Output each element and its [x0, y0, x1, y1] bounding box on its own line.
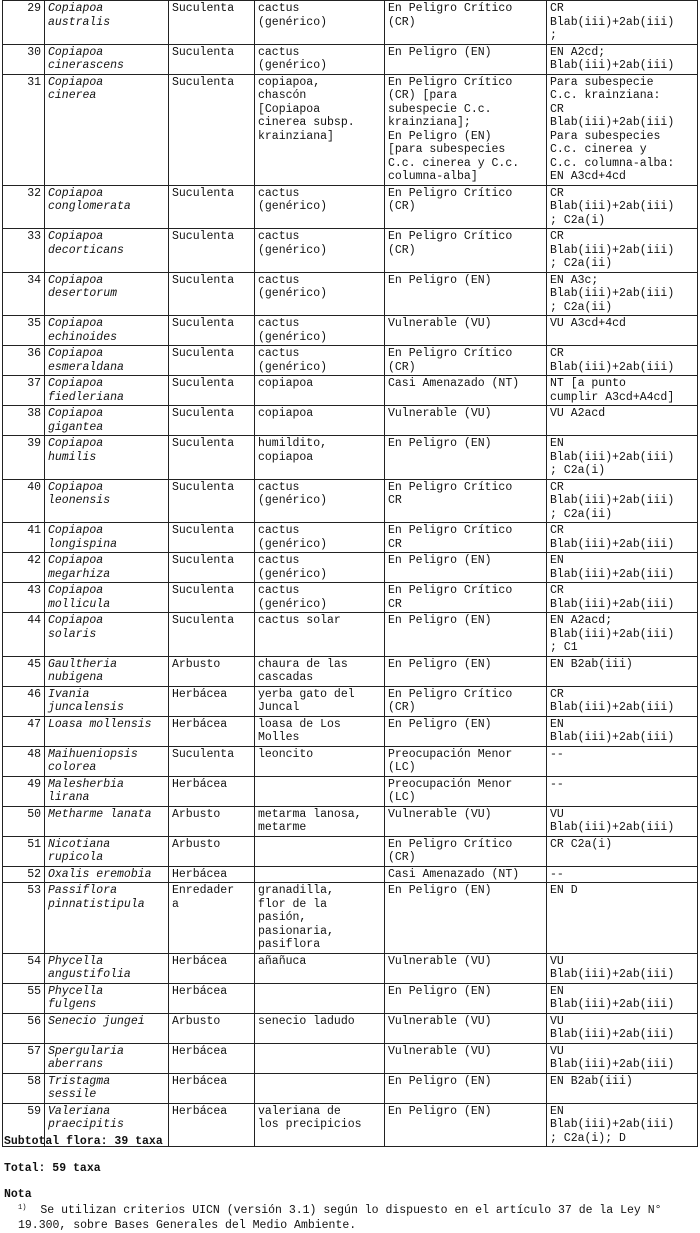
row-number-cell: 48 — [3, 746, 45, 776]
table-row — [3, 553, 698, 583]
common-name-cell: cactus (genérico) — [255, 44, 385, 74]
iucn-criteria-cell: EN A2cd; Blab(iii)+2ab(iii) — [547, 44, 698, 74]
table-row — [3, 229, 698, 273]
growth-form-cell: Suculenta — [169, 583, 255, 613]
row-number-cell: 51 — [3, 836, 45, 866]
conservation-category-cell: Vulnerable (VU) — [385, 316, 547, 346]
conservation-category-cell: En Peligro (EN) — [385, 1073, 547, 1103]
table-row — [3, 866, 698, 883]
growth-form-cell: Suculenta — [169, 406, 255, 436]
iucn-criteria-cell: VU Blab(iii)+2ab(iii) — [547, 953, 698, 983]
conservation-category-cell: Casi Amenazado (NT) — [385, 866, 547, 883]
row-number-cell: 49 — [3, 776, 45, 806]
row-number-cell: 41 — [3, 523, 45, 553]
conservation-category-cell: En Peligro Crítico (CR) — [385, 686, 547, 716]
table-row — [3, 1013, 698, 1043]
growth-form-cell: Herbácea — [169, 686, 255, 716]
row-number-cell: 31 — [3, 74, 45, 185]
common-name-cell: cactus (genérico) — [255, 523, 385, 553]
growth-form-cell: Herbácea — [169, 776, 255, 806]
iucn-criteria-cell: CR Blab(iii)+2ab(iii) ; C2a(ii) — [547, 479, 698, 523]
iucn-criteria-cell: EN B2ab(iii) — [547, 1073, 698, 1103]
row-number-cell: 50 — [3, 806, 45, 836]
iucn-criteria-cell: -- — [547, 746, 698, 776]
growth-form-cell: Suculenta — [169, 523, 255, 553]
table-row — [3, 836, 698, 866]
row-number-cell: 40 — [3, 479, 45, 523]
scientific-name-cell: Oxalis eremobia — [45, 866, 169, 883]
scientific-name-cell: Phycella angustifolia — [45, 953, 169, 983]
scientific-name-cell: Copiapoa decorticans — [45, 229, 169, 273]
growth-form-cell: Suculenta — [169, 479, 255, 523]
table-row — [3, 883, 698, 954]
scientific-name-cell: Ivania juncalensis — [45, 686, 169, 716]
conservation-category-cell: En Peligro (EN) — [385, 553, 547, 583]
iucn-criteria-cell: EN A3c; Blab(iii)+2ab(iii) ; C2a(ii) — [547, 272, 698, 316]
common-name-cell — [255, 983, 385, 1013]
conservation-category-cell: En Peligro Crítico (CR) — [385, 185, 547, 229]
table-row — [3, 716, 698, 746]
conservation-category-cell: En Peligro (EN) — [385, 613, 547, 657]
table-row — [3, 806, 698, 836]
row-number-cell: 52 — [3, 866, 45, 883]
growth-form-cell: Herbácea — [169, 953, 255, 983]
common-name-cell: cactus (genérico) — [255, 316, 385, 346]
row-number-cell: 37 — [3, 376, 45, 406]
table-row — [3, 44, 698, 74]
row-number-cell: 54 — [3, 953, 45, 983]
growth-form-cell: Suculenta — [169, 272, 255, 316]
conservation-category-cell: En Peligro (EN) — [385, 983, 547, 1013]
row-number-cell: 59 — [3, 1103, 45, 1147]
conservation-category-cell: En Peligro Crítico (CR) [para subespecie C.c. krainziana]; En Peligro (EN) [para subespecies C.c. cinerea y C.c. columna-alba] — [385, 74, 547, 185]
common-name-cell: yerba gato del Juncal — [255, 686, 385, 716]
growth-form-cell: Suculenta — [169, 74, 255, 185]
common-name-cell: cactus (genérico) — [255, 479, 385, 523]
common-name-cell: cactus (genérico) — [255, 1, 385, 45]
scientific-name-cell: Malesherbia lirana — [45, 776, 169, 806]
iucn-criteria-cell: EN B2ab(iii) — [547, 656, 698, 686]
scientific-name-cell: Copiapoa conglomerata — [45, 185, 169, 229]
common-name-cell: metarma lanosa, metarme — [255, 806, 385, 836]
scientific-name-cell: Copiapoa cinerea — [45, 74, 169, 185]
conservation-category-cell: En Peligro Crítico (CR) — [385, 229, 547, 273]
common-name-cell: cactus solar — [255, 613, 385, 657]
common-name-cell: copiapoa — [255, 376, 385, 406]
scientific-name-cell: Nicotiana rupicola — [45, 836, 169, 866]
conservation-category-cell: En Peligro Crítico CR — [385, 479, 547, 523]
growth-form-cell: Enredader a — [169, 883, 255, 954]
conservation-category-cell: En Peligro Crítico (CR) — [385, 1, 547, 45]
iucn-criteria-cell: CR Blab(iii)+2ab(iii) — [547, 346, 698, 376]
scientific-name-cell: Copiapoa australis — [45, 1, 169, 45]
common-name-cell: añañuca — [255, 953, 385, 983]
scientific-name-cell: Copiapoa echinoides — [45, 316, 169, 346]
table-row — [3, 74, 698, 185]
row-number-cell: 53 — [3, 883, 45, 954]
iucn-criteria-cell: NT [a punto cumplir A3cd+A4cd] — [547, 376, 698, 406]
common-name-cell: senecio ladudo — [255, 1013, 385, 1043]
table-row — [3, 436, 698, 480]
growth-form-cell: Suculenta — [169, 44, 255, 74]
table-row — [3, 272, 698, 316]
scientific-name-cell: Loasa mollensis — [45, 716, 169, 746]
row-number-cell: 29 — [3, 1, 45, 45]
growth-form-cell: Suculenta — [169, 346, 255, 376]
conservation-category-cell: En Peligro (EN) — [385, 716, 547, 746]
growth-form-cell: Suculenta — [169, 1, 255, 45]
scientific-name-cell: Copiapoa mollicula — [45, 583, 169, 613]
iucn-criteria-cell: VU Blab(iii)+2ab(iii) — [547, 1043, 698, 1073]
table-row — [3, 746, 698, 776]
growth-form-cell: Suculenta — [169, 436, 255, 480]
row-number-cell: 39 — [3, 436, 45, 480]
iucn-criteria-cell: -- — [547, 866, 698, 883]
common-name-cell: cactus (genérico) — [255, 346, 385, 376]
scientific-name-cell: Copiapoa longispina — [45, 523, 169, 553]
common-name-cell: cactus (genérico) — [255, 583, 385, 613]
row-number-cell: 32 — [3, 185, 45, 229]
row-number-cell: 38 — [3, 406, 45, 436]
table-row — [3, 523, 698, 553]
table-row — [3, 656, 698, 686]
common-name-cell: cactus (genérico) — [255, 272, 385, 316]
row-number-cell: 30 — [3, 44, 45, 74]
iucn-criteria-cell: EN Blab(iii)+2ab(iii) ; C2a(i) — [547, 436, 698, 480]
row-number-cell: 33 — [3, 229, 45, 273]
conservation-category-cell: Vulnerable (VU) — [385, 406, 547, 436]
footnote-text: Se utilizan criterios UICN (versión 3.1) según lo dispuesto en el artículo 37 de la Ley N° 19.300, sobre Bases Generales del Medio Ambiente. — [18, 1204, 662, 1232]
iucn-criteria-cell: CR Blab(iii)+2ab(iii) — [547, 523, 698, 553]
conservation-category-cell: Vulnerable (VU) — [385, 1043, 547, 1073]
scientific-name-cell: Copiapoa fiedleriana — [45, 376, 169, 406]
total-line: Total: 59 taxa — [4, 1162, 101, 1175]
conservation-category-cell: En Peligro Crítico (CR) — [385, 346, 547, 376]
nota-heading: Nota — [4, 1188, 32, 1201]
scientific-name-cell: Senecio jungei — [45, 1013, 169, 1043]
conservation-category-cell: En Peligro (EN) — [385, 44, 547, 74]
table-row — [3, 406, 698, 436]
row-number-cell: 44 — [3, 613, 45, 657]
row-number-cell: 47 — [3, 716, 45, 746]
scientific-name-cell: Copiapoa cinerascens — [45, 44, 169, 74]
growth-form-cell: Suculenta — [169, 229, 255, 273]
growth-form-cell: Herbácea — [169, 866, 255, 883]
growth-form-cell: Suculenta — [169, 185, 255, 229]
growth-form-cell: Arbusto — [169, 656, 255, 686]
footnote — [18, 1203, 698, 1233]
row-number-cell: 34 — [3, 272, 45, 316]
common-name-cell: chaura de las cascadas — [255, 656, 385, 686]
scientific-name-cell: Copiapoa desertorum — [45, 272, 169, 316]
iucn-criteria-cell: EN Blab(iii)+2ab(iii) — [547, 983, 698, 1013]
common-name-cell: copiapoa — [255, 406, 385, 436]
common-name-cell: cactus (genérico) — [255, 185, 385, 229]
row-number-cell: 57 — [3, 1043, 45, 1073]
conservation-category-cell: Vulnerable (VU) — [385, 1013, 547, 1043]
row-number-cell: 46 — [3, 686, 45, 716]
scientific-name-cell: Gaultheria nubigena — [45, 656, 169, 686]
row-number-cell: 58 — [3, 1073, 45, 1103]
common-name-cell: leoncito — [255, 746, 385, 776]
conservation-category-cell: En Peligro (EN) — [385, 272, 547, 316]
table-row — [3, 316, 698, 346]
growth-form-cell: Herbácea — [169, 983, 255, 1013]
common-name-cell: copiapoa, chascón [Copiapoa cinerea subsp. krainziana] — [255, 74, 385, 185]
growth-form-cell: Suculenta — [169, 613, 255, 657]
table-row — [3, 1, 698, 45]
species-table-body — [3, 1, 698, 1147]
conservation-category-cell: Vulnerable (VU) — [385, 806, 547, 836]
scientific-name-cell: Passiflora pinnatistipula — [45, 883, 169, 954]
growth-form-cell: Arbusto — [169, 1013, 255, 1043]
iucn-criteria-cell: CR Blab(iii)+2ab(iii) — [547, 686, 698, 716]
iucn-criteria-cell: CR C2a(i) — [547, 836, 698, 866]
common-name-cell — [255, 1073, 385, 1103]
common-name-cell — [255, 1043, 385, 1073]
growth-form-cell: Herbácea — [169, 716, 255, 746]
iucn-criteria-cell: EN Blab(iii)+2ab(iii) ; C2a(i); D — [547, 1103, 698, 1147]
iucn-criteria-cell: VU Blab(iii)+2ab(iii) — [547, 806, 698, 836]
table-row — [3, 583, 698, 613]
iucn-criteria-cell: EN Blab(iii)+2ab(iii) — [547, 716, 698, 746]
scientific-name-cell: Phycella fulgens — [45, 983, 169, 1013]
row-number-cell: 56 — [3, 1013, 45, 1043]
table-row — [3, 1043, 698, 1073]
common-name-cell: cactus (genérico) — [255, 229, 385, 273]
scientific-name-cell: Valeriana praecipitis — [45, 1103, 169, 1147]
table-row — [3, 346, 698, 376]
footnote-marker: 1) — [18, 1204, 27, 1212]
growth-form-cell: Suculenta — [169, 316, 255, 346]
table-row — [3, 686, 698, 716]
iucn-criteria-cell: CR Blab(iii)+2ab(iii) ; — [547, 1, 698, 45]
scientific-name-cell: Copiapoa megarhiza — [45, 553, 169, 583]
scientific-name-cell: Metharme lanata — [45, 806, 169, 836]
iucn-criteria-cell: EN D — [547, 883, 698, 954]
growth-form-cell: Arbusto — [169, 806, 255, 836]
iucn-criteria-cell: CR Blab(iii)+2ab(iii) ; C2a(ii) — [547, 229, 698, 273]
iucn-criteria-cell: CR Blab(iii)+2ab(iii) — [547, 583, 698, 613]
scientific-name-cell: Copiapoa esmeraldana — [45, 346, 169, 376]
conservation-category-cell: En Peligro Crítico CR — [385, 583, 547, 613]
subtotal-line: Subtotal flora: 39 taxa — [4, 1135, 163, 1148]
iucn-criteria-cell: VU Blab(iii)+2ab(iii) — [547, 1013, 698, 1043]
table-row — [3, 185, 698, 229]
table-row — [3, 953, 698, 983]
species-table — [2, 0, 698, 1147]
scientific-name-cell: Copiapoa solaris — [45, 613, 169, 657]
conservation-category-cell: En Peligro Crítico (CR) — [385, 836, 547, 866]
conservation-category-cell: Preocupación Menor (LC) — [385, 776, 547, 806]
common-name-cell: humildito, copiapoa — [255, 436, 385, 480]
conservation-category-cell: En Peligro (EN) — [385, 436, 547, 480]
row-number-cell: 43 — [3, 583, 45, 613]
growth-form-cell: Herbácea — [169, 1043, 255, 1073]
iucn-criteria-cell: VU A2acd — [547, 406, 698, 436]
common-name-cell — [255, 866, 385, 883]
table-row — [3, 376, 698, 406]
row-number-cell: 55 — [3, 983, 45, 1013]
conservation-category-cell: En Peligro (EN) — [385, 883, 547, 954]
common-name-cell: valeriana de los precipicios — [255, 1103, 385, 1147]
row-number-cell: 45 — [3, 656, 45, 686]
common-name-cell: cactus (genérico) — [255, 553, 385, 583]
common-name-cell: loasa de Los Molles — [255, 716, 385, 746]
row-number-cell: 42 — [3, 553, 45, 583]
conservation-category-cell: Vulnerable (VU) — [385, 953, 547, 983]
growth-form-cell: Suculenta — [169, 746, 255, 776]
conservation-category-cell: En Peligro Crítico CR — [385, 523, 547, 553]
row-number-cell: 35 — [3, 316, 45, 346]
table-row — [3, 983, 698, 1013]
iucn-criteria-cell: VU A3cd+4cd — [547, 316, 698, 346]
iucn-criteria-cell: Para subespecie C.c. krainziana: CR Blab(iii)+2ab(iii) Para subespecies C.c. cinerea y C.c. columna-alba: EN A3cd+4cd — [547, 74, 698, 185]
common-name-cell — [255, 836, 385, 866]
conservation-category-cell: Preocupación Menor (LC) — [385, 746, 547, 776]
growth-form-cell: Herbácea — [169, 1073, 255, 1103]
scientific-name-cell: Spergularia aberrans — [45, 1043, 169, 1073]
growth-form-cell: Suculenta — [169, 553, 255, 583]
scientific-name-cell: Copiapoa humilis — [45, 436, 169, 480]
conservation-category-cell: En Peligro (EN) — [385, 656, 547, 686]
iucn-criteria-cell: CR Blab(iii)+2ab(iii) ; C2a(i) — [547, 185, 698, 229]
growth-form-cell: Arbusto — [169, 836, 255, 866]
scientific-name-cell: Tristagma sessile — [45, 1073, 169, 1103]
scientific-name-cell: Maihueniopsis colorea — [45, 746, 169, 776]
conservation-category-cell: Casi Amenazado (NT) — [385, 376, 547, 406]
row-number-cell: 36 — [3, 346, 45, 376]
growth-form-cell: Suculenta — [169, 376, 255, 406]
table-row — [3, 479, 698, 523]
table-row — [3, 613, 698, 657]
iucn-criteria-cell: EN A2acd; Blab(iii)+2ab(iii) ; C1 — [547, 613, 698, 657]
scientific-name-cell: Copiapoa gigantea — [45, 406, 169, 436]
growth-form-cell: Herbácea — [169, 1103, 255, 1147]
table-row — [3, 1073, 698, 1103]
iucn-criteria-cell: -- — [547, 776, 698, 806]
common-name-cell — [255, 776, 385, 806]
common-name-cell: granadilla, flor de la pasión, pasionaria, pasiflora — [255, 883, 385, 954]
conservation-category-cell: En Peligro (EN) — [385, 1103, 547, 1147]
scientific-name-cell: Copiapoa leonensis — [45, 479, 169, 523]
table-row — [3, 776, 698, 806]
iucn-criteria-cell: EN Blab(iii)+2ab(iii) — [547, 553, 698, 583]
